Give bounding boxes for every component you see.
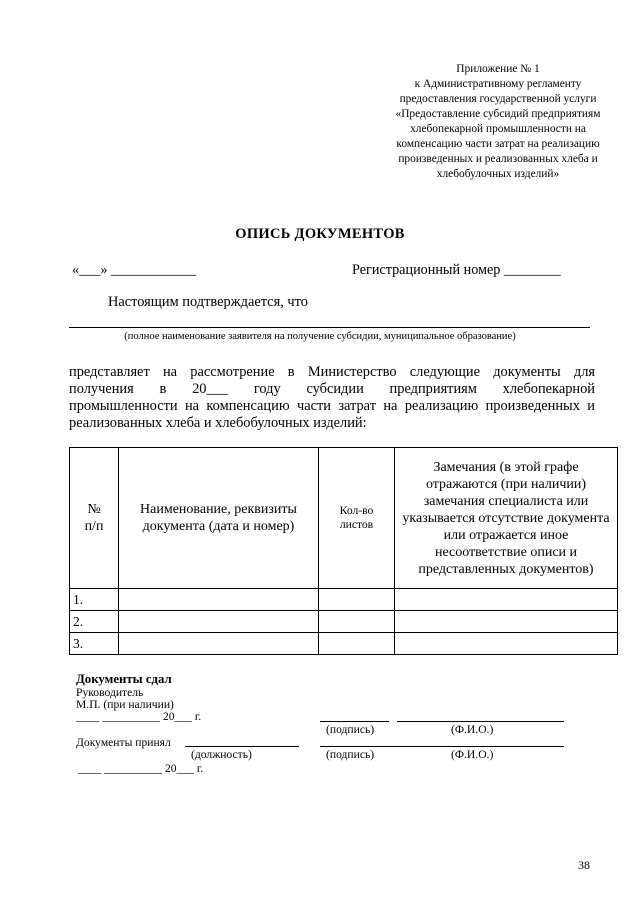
header-num: № п/п: [70, 448, 119, 589]
row-sheets: [319, 589, 395, 611]
handover-date: ____ __________ 20___ г.: [76, 710, 202, 723]
body-line: представляет на рассмотрение в Министерство следующие документы для: [69, 364, 595, 380]
body-line: промышленности на компенсацию части затрат на реализацию произведенных и: [69, 398, 595, 414]
row-sheets: [319, 611, 395, 633]
appendix-line: Приложение № 1: [456, 63, 540, 75]
signature-fio-line: [320, 746, 564, 747]
applicant-line: [69, 327, 590, 328]
appendix-line: предоставления государственной услуги: [399, 93, 597, 105]
handover-role: Руководитель: [76, 686, 144, 699]
row-name: [119, 589, 319, 611]
header-remarks: Замечания (в этой графе отражаются (при наличии) замечания специалиста или указывается отсутствие документа или отражается иное несоответствие описи и представленных документов): [395, 448, 618, 589]
documents-table: [69, 447, 618, 655]
accepted-label: Документы принял: [76, 736, 171, 749]
handover-stamp: М.П. (при наличии): [76, 698, 174, 711]
page-number: 38: [578, 858, 590, 872]
signature-caption: (подпись): [326, 748, 375, 761]
fio-caption: (Ф.И.О.): [451, 748, 494, 761]
body-line: получения в 20___ году субсидии предприятиям хлебопекарной: [69, 381, 595, 397]
table-row: [70, 633, 618, 655]
row-remarks: [395, 633, 618, 655]
appendix-header: [378, 62, 618, 182]
table-header-row: [70, 448, 618, 589]
body-paragraph: [69, 364, 595, 432]
document-title: ОПИСЬ ДОКУМЕНТОВ: [235, 226, 405, 242]
table-row: [70, 589, 618, 611]
row-num: 1.: [70, 589, 119, 611]
appendix-line: произведенных и реализованных хлеба и: [398, 153, 598, 165]
row-num: 3.: [70, 633, 119, 655]
fio-line: [397, 721, 564, 722]
position-caption: (должность): [191, 748, 252, 761]
appendix-line: хлебобулочных изделий»: [436, 168, 560, 180]
handover-title: Документы сдал: [76, 672, 172, 686]
row-remarks: [395, 589, 618, 611]
signature-caption: (подпись): [326, 723, 375, 736]
row-name: [119, 633, 319, 655]
row-name: [119, 611, 319, 633]
registration-number: Регистрационный номер ________: [352, 262, 561, 278]
position-line: [185, 746, 299, 747]
table-row: [70, 611, 618, 633]
appendix-line: «Предоставление субсидий предприятиям: [395, 108, 601, 120]
applicant-hint: (полное наименование заявителя на получение субсидии, муниципальное образование): [124, 331, 516, 342]
appendix-line: компенсацию части затрат на реализацию: [396, 138, 600, 150]
appendix-line: хлебопекарной промышленности на: [410, 123, 586, 135]
header-sheets: Кол-во листов: [319, 448, 395, 589]
signature-line: [320, 721, 389, 722]
accepted-date: ____ __________ 20___ г.: [78, 762, 204, 775]
confirm-text: Настоящим подтверждается, что: [108, 294, 308, 310]
header-name: Наименование, реквизиты документа (дата и номер): [119, 448, 319, 589]
date-field: «___» ____________: [72, 262, 197, 278]
row-sheets: [319, 633, 395, 655]
row-remarks: [395, 611, 618, 633]
row-num: 2.: [70, 611, 119, 633]
body-line: реализованных хлеба и хлебобулочных изделий:: [69, 415, 367, 431]
fio-caption: (Ф.И.О.): [451, 723, 494, 736]
appendix-line: к Административному регламенту: [414, 78, 582, 90]
